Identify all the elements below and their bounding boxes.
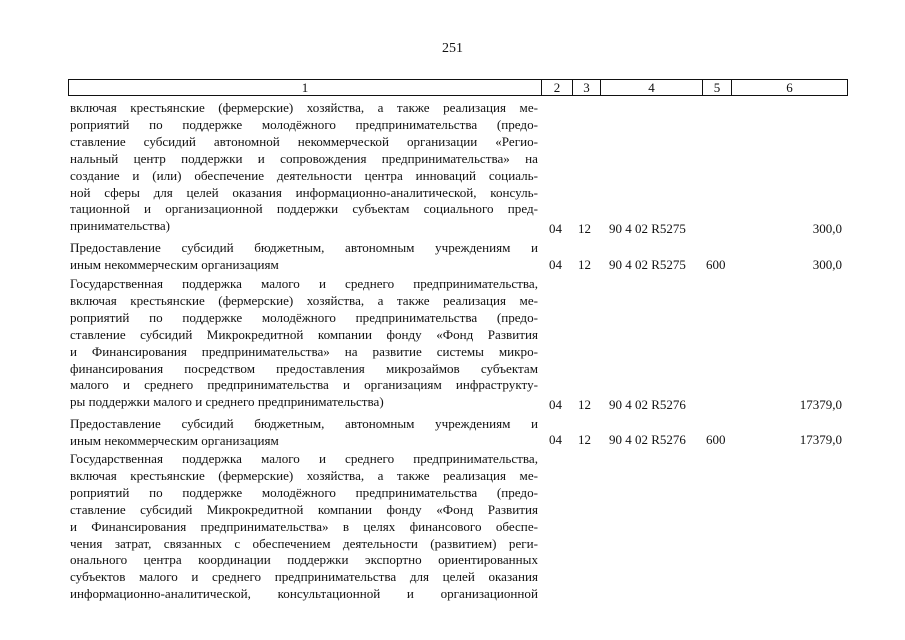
text-line: и Финансирования предпринимательства» в целях финансового обеспе- [70, 518, 538, 534]
text-line: информационно-аналитической, консультационной и организационной [70, 586, 538, 602]
amount-cell: 17379,0 [799, 432, 842, 447]
text-line: финансирования посредством предоставления микрозаймов субъектам [70, 360, 538, 376]
row-description [70, 416, 538, 450]
expense-type-cell: 600 [706, 257, 726, 272]
row-description [70, 451, 538, 603]
podrazdel-cell: 12 [578, 221, 591, 236]
header-col-4: 4 [600, 79, 702, 96]
text-line: ставление субсидий Микрокредитной компании фонду «Фонд Развития [70, 501, 538, 517]
page-number: 251 [442, 41, 463, 56]
text-line: Предоставление субсидий бюджетным, автономным учреждениям и [70, 240, 538, 255]
text-line: иным некоммерческим организациям [70, 256, 279, 272]
amount-cell: 300,0 [812, 221, 842, 236]
text-line: иным некоммерческим организациям [70, 432, 279, 448]
text-line: включая крестьянские (фермерские) хозяйства, а также реализация ме- [70, 292, 538, 308]
text-line: включая крестьянские (фермерские) хозяйства, а также реализация ме- [70, 100, 538, 115]
podrazdel-cell: 12 [578, 397, 591, 412]
razdel-cell: 04 [549, 397, 562, 412]
text-line: роприятий по поддержке молодёжного предпринимательства (предо- [70, 484, 538, 500]
text-line: малого и среднего предпринимательства и организациям инфраструкту- [70, 377, 538, 393]
target-article-cell: 90 4 02 R5275 [609, 221, 686, 236]
target-article-cell: 90 4 02 R5276 [609, 432, 686, 447]
text-line: включая крестьянские (фермерские) хозяйства, а также реализация ме- [70, 467, 538, 483]
text-line: Государственная поддержка малого и среднего предпринимательства, [70, 276, 538, 291]
podrazdel-cell: 12 [578, 432, 591, 447]
text-line: онального центра координации поддержки экспортно ориентированных [70, 552, 538, 568]
text-line: роприятий по поддержке молодёжного предпринимательства (предо- [70, 116, 538, 132]
text-line: роприятий по поддержке молодёжного предпринимательства (предо- [70, 309, 538, 325]
header-col-2: 2 [541, 79, 572, 96]
text-line: чения затрат, связанных с обеспечением деятельности (развитием) реги- [70, 535, 538, 551]
text-line: субъектов малого и среднего предпринимательства для целей оказания [70, 569, 538, 585]
text-line: и Финансирования предпринимательства» на развитие системы микро- [70, 343, 538, 359]
row-description [70, 276, 538, 411]
row-description [70, 240, 538, 274]
razdel-cell: 04 [549, 221, 562, 236]
header-col-1: 1 [68, 79, 541, 96]
text-line: ставление субсидий автономной некоммерческой организации «Регио- [70, 133, 538, 149]
razdel-cell: 04 [549, 257, 562, 272]
text-line: создание и (или) обеспечение деятельности центра инноваций социаль- [70, 167, 538, 183]
expense-type-cell: 600 [706, 432, 726, 447]
text-line: тационной и организационной поддержки субъектам социального пред- [70, 201, 538, 217]
text-line: Предоставление субсидий бюджетным, автономным учреждениям и [70, 416, 538, 431]
target-article-cell: 90 4 02 R5276 [609, 397, 686, 412]
text-line: ставление субсидий Микрокредитной компании фонду «Фонд Развития [70, 326, 538, 342]
text-line: Государственная поддержка малого и среднего предпринимательства, [70, 451, 538, 466]
row-description [70, 100, 538, 235]
amount-cell: 300,0 [812, 257, 842, 272]
podrazdel-cell: 12 [578, 257, 591, 272]
target-article-cell: 90 4 02 R5275 [609, 257, 686, 272]
text-line: принимательства) [70, 218, 170, 234]
header-col-6: 6 [731, 79, 848, 96]
header-col-5: 5 [702, 79, 731, 96]
razdel-cell: 04 [549, 432, 562, 447]
text-line: ры поддержки малого и среднего предпринимательства) [70, 394, 384, 410]
text-line: ной сферы для целей оказания информационно-аналитической, консуль- [70, 184, 538, 200]
header-col-3: 3 [572, 79, 600, 96]
amount-cell: 17379,0 [799, 397, 842, 412]
text-line: нальный центр поддержки и сопровождения предпринимательства» на [70, 150, 538, 166]
